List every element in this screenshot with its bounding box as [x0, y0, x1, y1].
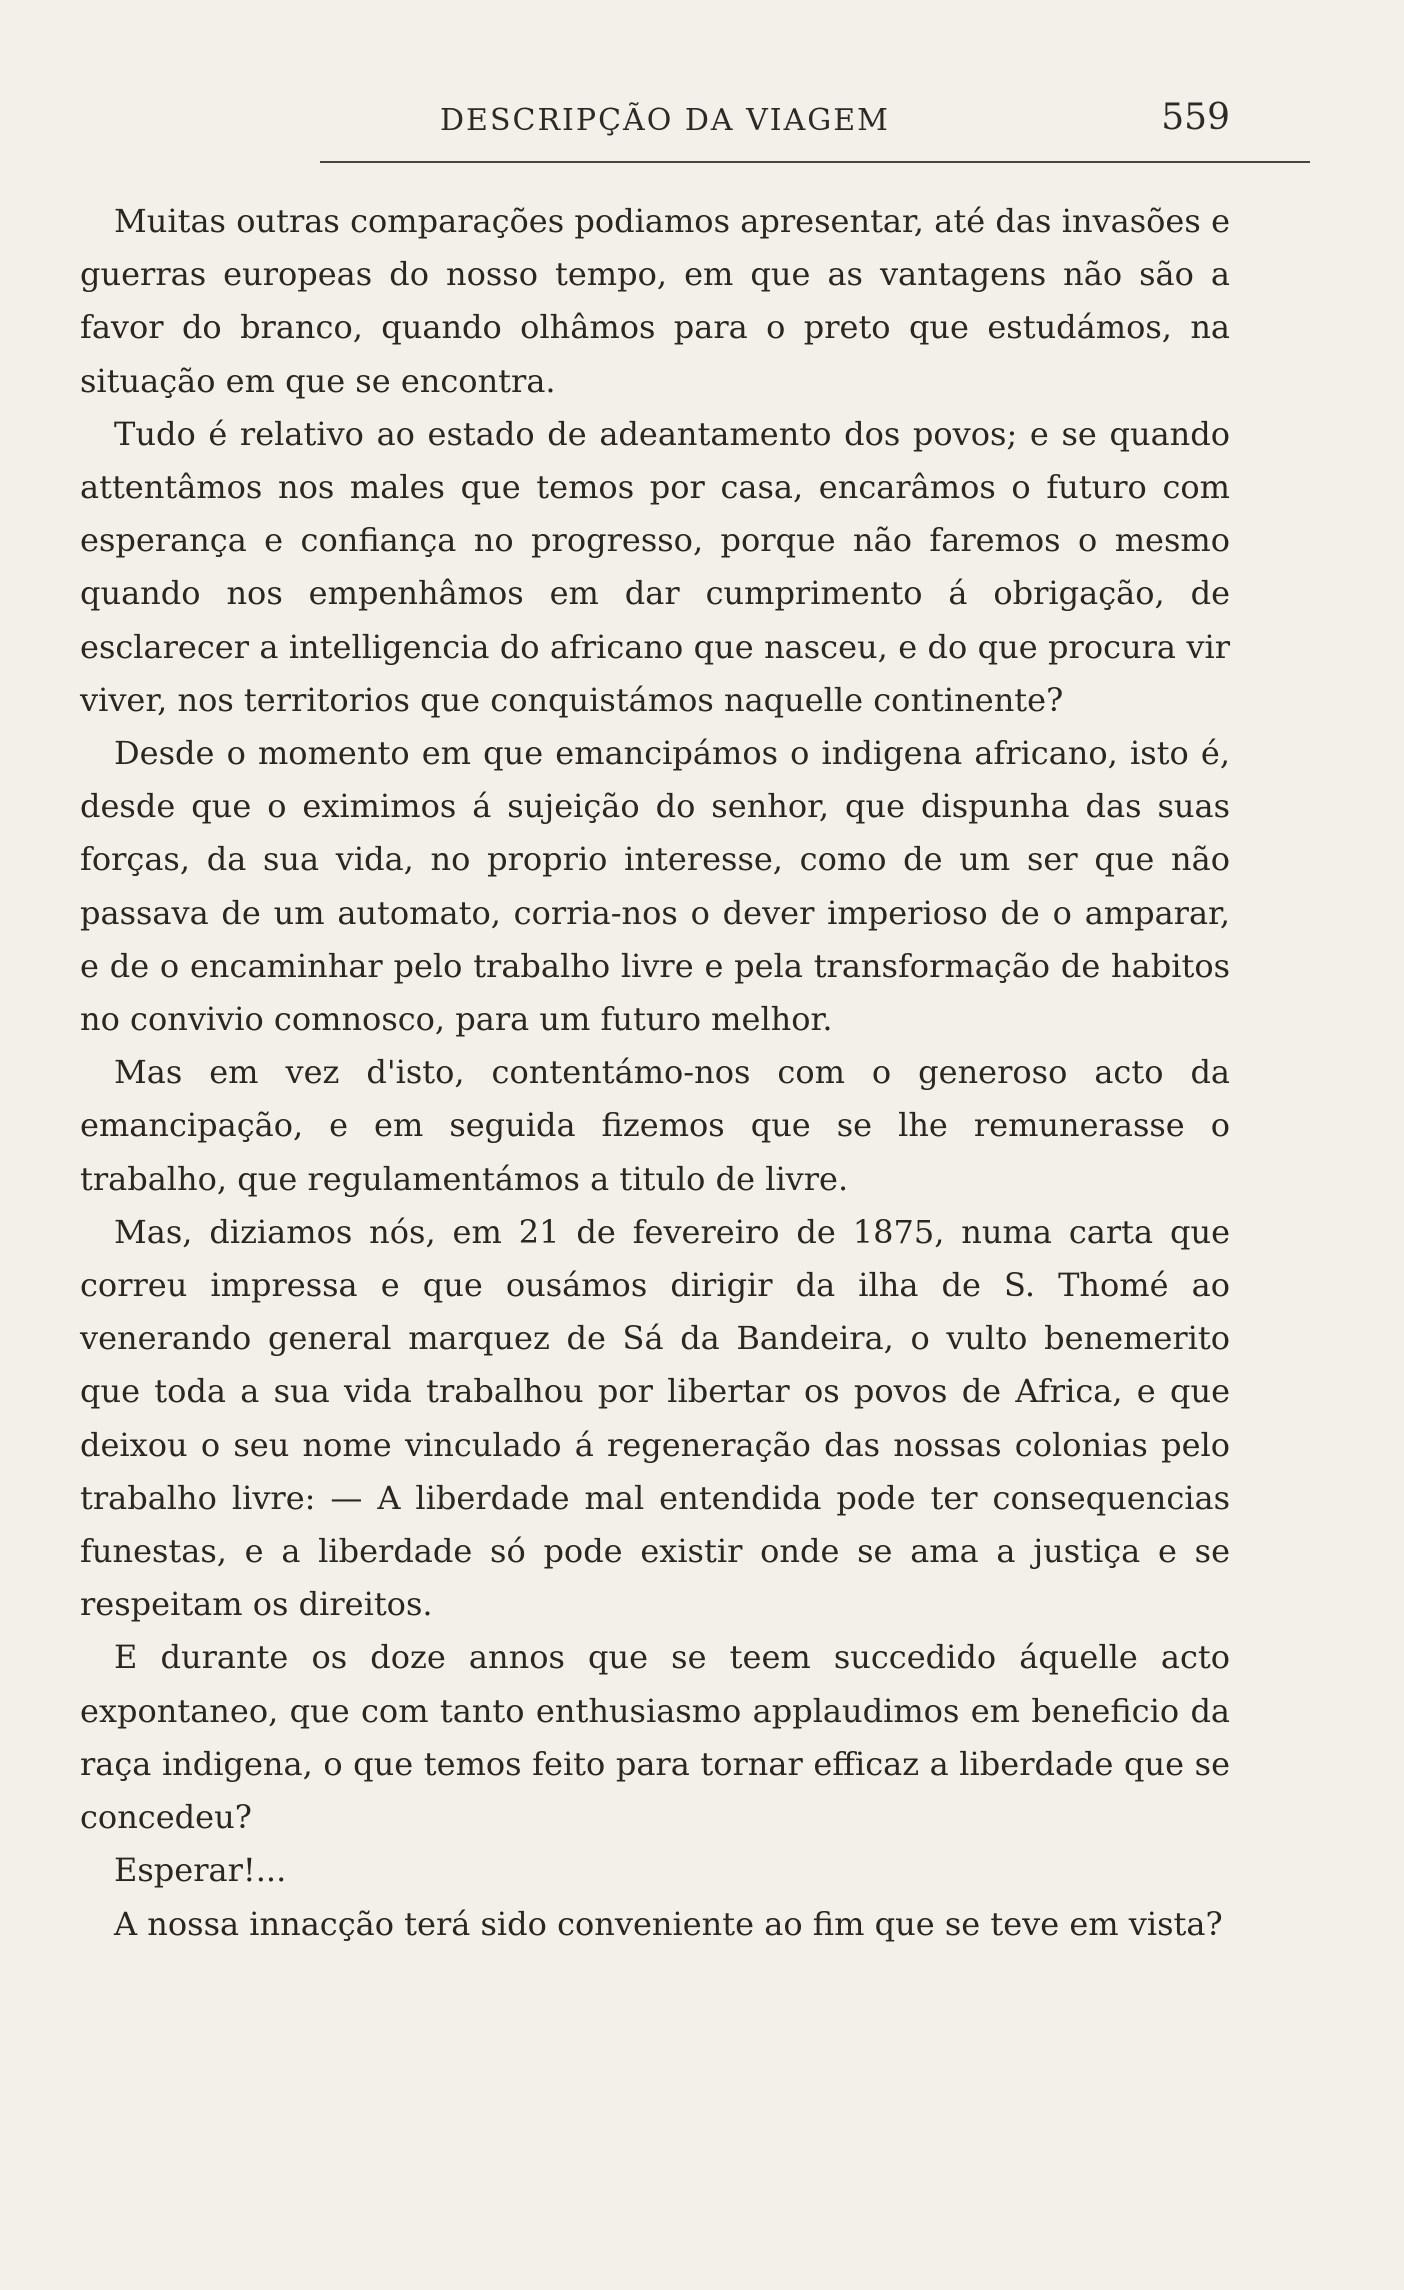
paragraph-3: Desde o momento em que emancipámos o indigena africano, isto é, desde que o eximimos á sujeição do senhor, que dispunha das suas forças, da sua vida, no proprio interesse, como de um ser que não passava de um automato, corria-nos o dever imperioso de o amparar, e de o encaminhar pelo trabalho livre e pela transformação de habitos no convivio comnosco, para um futuro melhor. — [80, 734, 1230, 1039]
paragraph-5: Mas, diziamos nós, em 21 de fevereiro de 1875, numa carta que correu impressa e que ousámos dirigir da ilha de S. Thomé ao venerando general marquez de Sá da Bandeira, o vulto benemerito que toda a sua vida trabalhou por libertar os povos de Africa, e que deixou o seu nome vinculado á regeneração das nossas colonias pelo trabalho livre: — A liberdade mal entendida pode ter consequencias funestas, e a liberdade só pode existir onde se ama a justiça e se respeitam os direitos. — [80, 1212, 1230, 1624]
header-rule — [320, 161, 1310, 163]
paragraph-2: Tudo é relativo ao estado de adeantamento dos povos; e se quando attentâmos nos males que temos por casa, encarâmos o futuro com esperança e confiança no progresso, porque não faremos o mesmo quando nos empenhâmos em dar cumprimento á obrigação, de esclarecer a intelligencia do africano que nasceu, e do que procura vir viver, nos territorios que conquistámos naquelle continente? — [80, 414, 1230, 719]
running-head — [80, 95, 1230, 155]
running-title: DESCRIPÇÃO DA VIAGEM — [440, 103, 890, 138]
paragraph-1: Muitas outras comparações podiamos apresentar, até das invasões e guerras europeas do nosso tempo, em que as vantagens não são a favor do branco, quando olhâmos para o preto que estudámos, na situação em que se encontra. — [80, 202, 1230, 400]
paragraph-4: Mas em vez d'isto, contentámo-nos com o generoso acto da emancipação, e em seguida fizemos que se lhe remunerasse o trabalho, que regulamentámos a titulo de livre. — [80, 1053, 1230, 1198]
paragraph-8: A nossa innacção terá sido conveniente ao fim que se teve em vista? — [114, 1904, 1223, 1943]
paragraph-7: Esperar!... — [114, 1851, 287, 1890]
paragraph-6: E durante os doze annos que se teem succedido áquelle acto expontaneo, que com tanto enthusiasmo applaudimos em beneficio da raça indigena, o que temos feito para tornar efficaz a liberdade que se concedeu? — [80, 1638, 1230, 1837]
page-number: 559 — [1161, 97, 1230, 138]
body-text — [80, 195, 1230, 1951]
